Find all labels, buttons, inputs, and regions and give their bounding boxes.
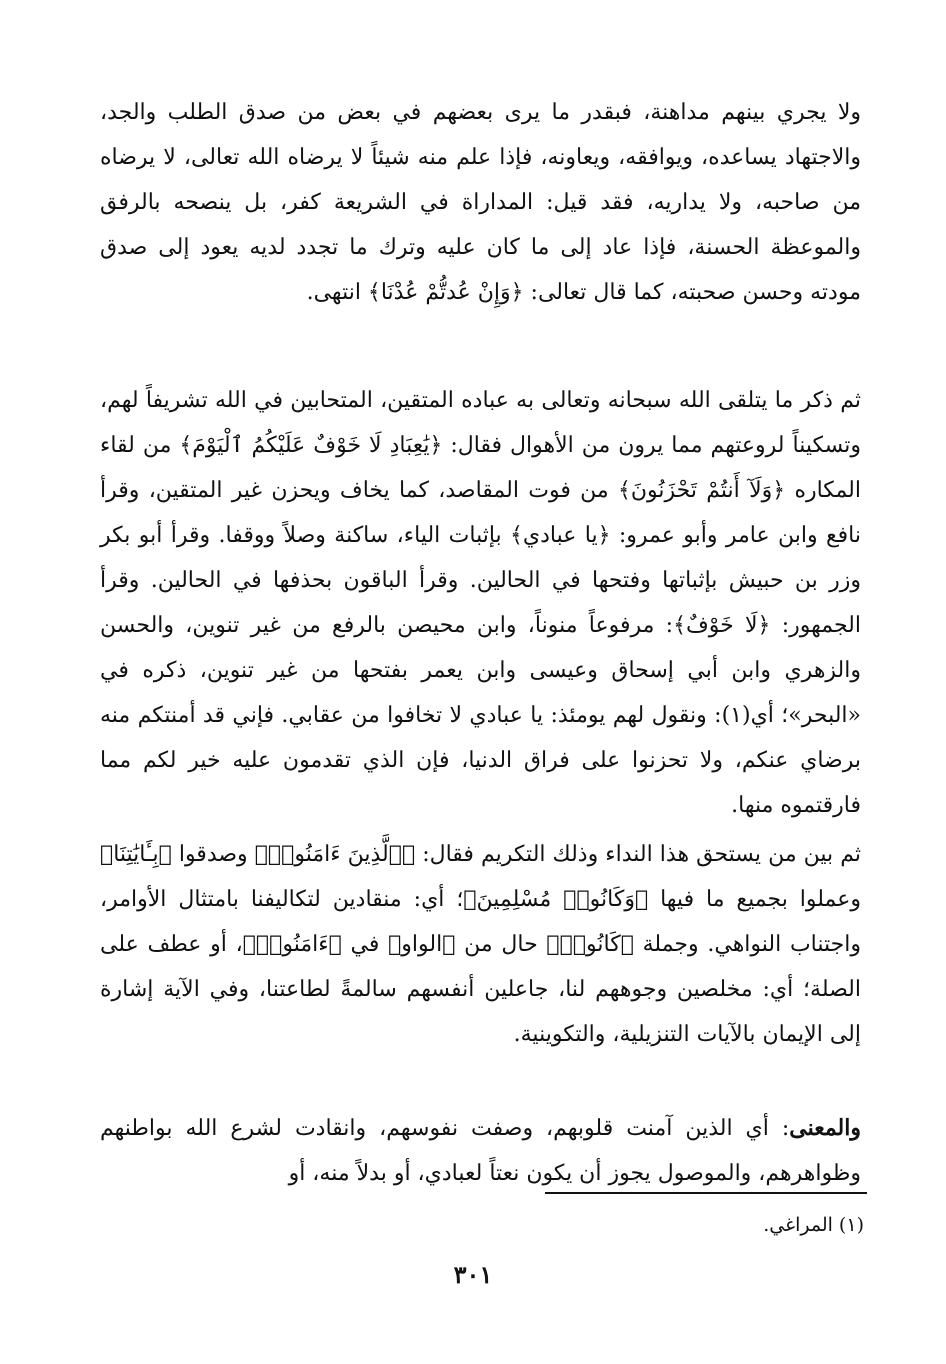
paragraph-text: ولا يجري بينهم مداهنة، فبقدر ما يرى بعضهم في بعض من صدق الطلب والجد، والاجتهاد يساعده، ويوافقه، ويعاونه، فإذا علم منه شيئاً لا يرضاه الله تعالى، لا يرضاه من صاحبه، ولا يداريه، فقد قيل: المداراة في الشريعة كفر، بل ينصحه بالرفق والموعظة الحسنة، فإذا عاد إلى ما كان عليه وترك ما تجدد لديه يعود إلى صدق مودته وحسن صحبته، كما قال تعالى: ﴿وَإِنْ عُدتُّمْ عُدْنَا﴾ انتهى. [100, 100, 861, 305]
paragraph-text: ثم بين من يستحق هذا النداء وذلك التكريم فقال: ﴿ٱلَّذِينَ ءَامَنُوا۟﴾ وصدقوا ﴿بِـَٔايَٰتِنَا﴾ وعملوا بجميع ما فيها ﴿وَكَانُوا۟ مُسْلِمِينَ﴾؛ أي: منقادين لتكاليفنا بامتثال الأوامر، واجتناب النواهي. وجملة ﴿كَانُوا۟﴾ حال من ﴿الواو﴾ في ﴿ءَامَنُوا۟﴾، أو عطف على الصلة؛ أي: مخلصين وجوههم لنا، جاعلين أنفسهم سالمةً لطاعتنا، وفي الآية إشارة إلى الإيمان بالآيات التنزيلية، والتكوينية. [100, 842, 861, 1047]
paragraph-4 [100, 1106, 861, 1196]
paragraph-2 [100, 378, 861, 828]
paragraph-3 [100, 832, 861, 1057]
paragraph-body: : أي الذين آمنت قلوبهم، وصفت نفوسهم، وانقادت لشرع الله بواطنهم وظواهرهم، والموصول يجوز أن يكون نعتاً لعبادي، أو بدلاً منه، أو [100, 1116, 861, 1186]
page-number: ٣٠١ [453, 1260, 493, 1289]
paragraph-text [100, 1106, 861, 1196]
footnote: (١) المراغي. [763, 1214, 864, 1236]
paragraph-lead: والمعنى [789, 1115, 861, 1141]
footnote-divider [545, 1192, 867, 1194]
paragraph-text: ثم ذكر ما يتلقى الله سبحانه وتعالى به عباده المتقين، المتحابين في الله تشريفاً لهم، وتسكيناً لروعتهم مما يرون من الأهوال فقال: ﴿يَٰعِبَادِ لَا خَوْفٌ عَلَيْكُمُ ٱلْيَوْمَ﴾ من لقاء المكاره ﴿وَلَآ أَنتُمْ تَحْزَنُونَ﴾ من فوت المقاصد، كما يخاف ويحزن غير المتقين، وقرأ نافع وابن عامر وأبو عمرو: ﴿يا عبادي﴾ بإثبات الياء، ساكنة وصلاً ووقفا. وقرأ أبو بكر وزر بن حبيش بإثباتها وفتحها في الحالين. وقرأ الباقون بحذفها في الحالين. وقرأ الجمهور: ﴿لَا خَوْفٌ﴾: مرفوعاً منوناً، وابن محيصن بالرفع من غير تنوين، والحسن والزهري وابن أبي إسحاق وعيسى وابن يعمر بفتحها من غير تنوين، ذكره في «البحر»؛ أي(١): ونقول لهم يومئذ: يا عبادي لا تخافوا من عقابي. فإني قد أمنتكم منه برضاي عنكم، ولا تحزنوا على فراق الدنيا، فإن الذي تقدمون عليه خير لكم مما فارقتموه منها. [100, 388, 861, 818]
paragraph-1 [100, 90, 861, 315]
